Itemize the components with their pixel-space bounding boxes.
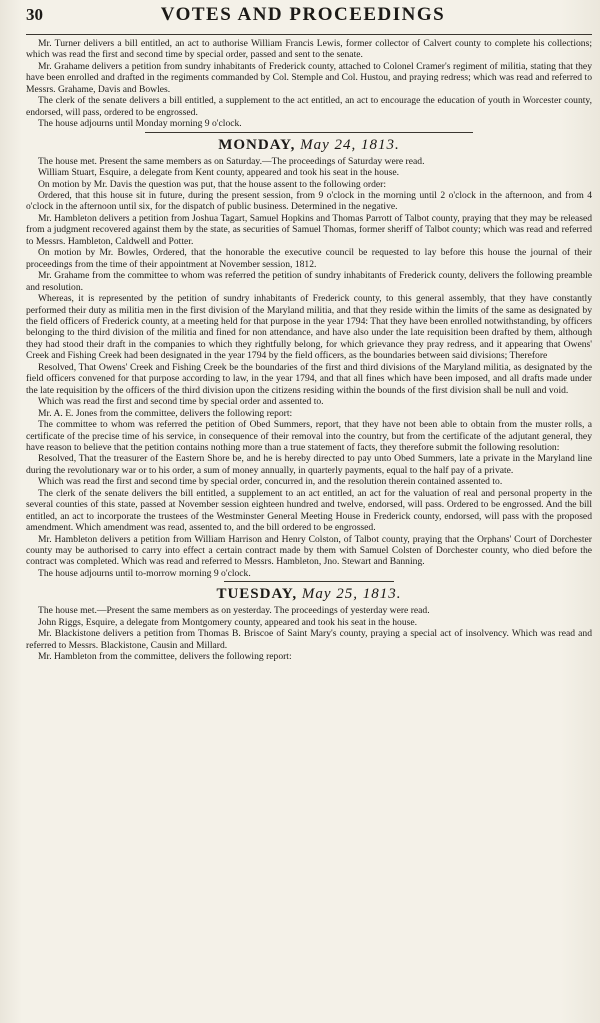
paragraph: Mr. Hambleton from the committee, delivers the following report: <box>38 651 292 663</box>
paragraph: Mr. Grahame from the committee to whom was referred the petition of sundry inhabitants of Frederick county, delivers the following preamble and resolution. <box>26 270 592 293</box>
saturday-conclusion <box>26 38 592 130</box>
day-date: May 24, 1813. <box>300 136 400 153</box>
page-number: 30 <box>26 5 43 24</box>
day-heading-monday <box>26 136 592 154</box>
running-head <box>26 4 592 35</box>
paragraph: Mr. Blackistone delivers a petition from Thomas B. Briscoe of Saint Mary's county, praying a special act of insolvency. Which was read and referred to Messrs. Blackistone, Causin and Millard. <box>26 628 592 651</box>
day-name: TUESDAY, <box>216 586 298 603</box>
resolution: Resolved, That the treasurer of the Eastern Shore be, and he is hereby directed to pay unto Obed Summers, late a private in the Maryland line during the revolutionary war or to his order, a sum of money annually, in quarterly payments, equal to the half pay of a private. <box>26 453 592 476</box>
paragraph: On motion by Mr. Davis the question was put, that the house assent to the following order: <box>38 178 386 190</box>
paragraph: Mr. Turner delivers a bill entitled, an act to authorise William Francis Lewis, former collector of Calvert county to complete his collections; which was read the first and second time by special order, passed and sent to the senate. <box>26 38 592 61</box>
paragraph: On motion by Mr. Bowles, Ordered, that the honorable the executive council be requested to lay before this house the journal of their proceedings from the time of their appointment at November session, 1812. <box>26 247 592 270</box>
adjournment-notice: The house adjourns until to-morrow morning 9 o'clock. <box>38 567 251 579</box>
paragraph: Mr. A. E. Jones from the committee, delivers the following report: <box>38 407 293 419</box>
paragraph: Mr. Hambleton delivers a petition from William Harrison and Henry Colston, of Talbot county, praying that the Orphans' Court of Dorchester county may be authorised to carry into effect a certain contract made by them with Samuel Colsten of Dorchester county, who died before the contract was completed. Which was read and referred to Messrs. Hambleton, Jno. Stewart and Banning. <box>26 533 592 568</box>
tuesday-proceedings <box>26 605 592 662</box>
paragraph: The house met. Present the same members as on Saturday.—The proceedings of Saturday were read. <box>38 155 425 167</box>
day-date: May 25, 1813. <box>301 586 402 603</box>
paragraph: John Riggs, Esquire, a delegate from Montgomery county, appeared and took his seat in the house. <box>38 616 418 628</box>
paragraph: The house met.—Present the same members as on yesterday. The proceedings of yesterday were read. <box>38 605 430 617</box>
resolution: Resolved, That Owens' Creek and Fishing Creek be the boundaries of the first and third divisions of the Maryland militia, as designated by the field officers convened for that purpose according to law, in the year 1794, and that all fines which have been imposed, and all drafts made under the late requisition by the officers of the third division upon the citizens residing within the bounds of the first division shall be null and void. <box>26 361 592 396</box>
paragraph: Mr. Grahame delivers a petition from sundry inhabitants of Frederick county, attached to Colonel Cramer's regiment of militia, stating that they have been enrolled and drafted in the regiments commanded by Col. Stemple and Col. Hustou, and praying redress; which was read and referred to Messrs. Grahame, Davis and Bowles. <box>26 60 592 95</box>
paragraph: Which was read the first and second time by special order and assented to. <box>38 396 324 408</box>
paragraph: Mr. Hambleton delivers a petition from Joshua Tagart, Samuel Hopkins and Thomas Parrott of Talbot county, praying that they may be released from a judgment recovered against them by the state, as securities of Samuel Thomas, former sheriff of Talbot county; which was read and referred to Messrs. Hambleton, Caldwell and Potter. <box>26 212 592 247</box>
paragraph: The clerk of the senate delivers the bill entitled, a supplement to an act entitled, an act for the valuation of real and personal property in the several counties of this state, passed at November session eighteen hundred and twelve, endorsed, will pass. Ordered to be engrossed. And the bill entitled, an act to incorporate the trustees of the Westminster General Meeting House in Frederick county, endorsed, will pass with the proposed amendment. Which amendment was read, assented to, and the bill ordered to be engrossed. <box>26 487 592 534</box>
monday-proceedings <box>26 156 592 580</box>
paragraph: Which was read the first and second time by special order, concurred in, and the resolution therein contained assented to. <box>38 476 503 488</box>
adjournment-notice: The house adjourns until Monday morning 9 o'clock. <box>38 118 242 130</box>
paragraph: The clerk of the senate delivers a bill entitled, a supplement to the act entitled, an act to encourage the education of youth in Worcester county, endorsed, will pass, ordered to be engrossed. <box>26 95 592 118</box>
page-content <box>26 38 592 663</box>
paragraph: Ordered, that this house sit in future, during the present session, from 9 o'clock in the morning until 2 o'clock in the afternoon, and from 4 o'clock in the afternoon until six, for the dispatch of public business. Determined in the negative. <box>26 189 592 213</box>
day-name: MONDAY, <box>218 136 296 153</box>
paragraph: William Stuart, Esquire, a delegate from Kent county, appeared and took his seat in the house. <box>38 167 400 179</box>
committee-report: The committee to whom was referred the petition of Obed Summers, report, that they have not been able to obtain from the muster rolls, a certificate of the precise time of his service, in consequence of their removal into the country, but from the certificate of the adjutant general, they have reason to believe that the petition contains nothing more than a true statement of facts, they therefore submit the following resolution: <box>26 419 592 453</box>
page-title: VOTES AND PROCEEDINGS <box>160 4 446 25</box>
preamble: Whereas, it is represented by the petition of sundry inhabitants of Frederick county, to this general assembly, that they have constantly performed their duty as militia men in the first division of the Maryland militia, and that they reside within the limits of the same as designated by the field officers of Frederick county, at a meeting held for that purpose in the year 1794: That they have been enrolled notwithstanding, by officers belonging to the third division of the militia and fined for non attendance, and have also under the late requisition been drafted by them, although they had stood their draft in the companies to which they rightfully belong, for which grievance they pray redress, and it appearing that Owens' Creek and Fishing Creek had been designated in the year 1794 by the field officers, as the boundaries between said divisions; Therefore <box>26 293 592 362</box>
section-divider <box>145 132 473 133</box>
day-heading-tuesday <box>26 585 592 603</box>
section-divider <box>224 581 394 582</box>
